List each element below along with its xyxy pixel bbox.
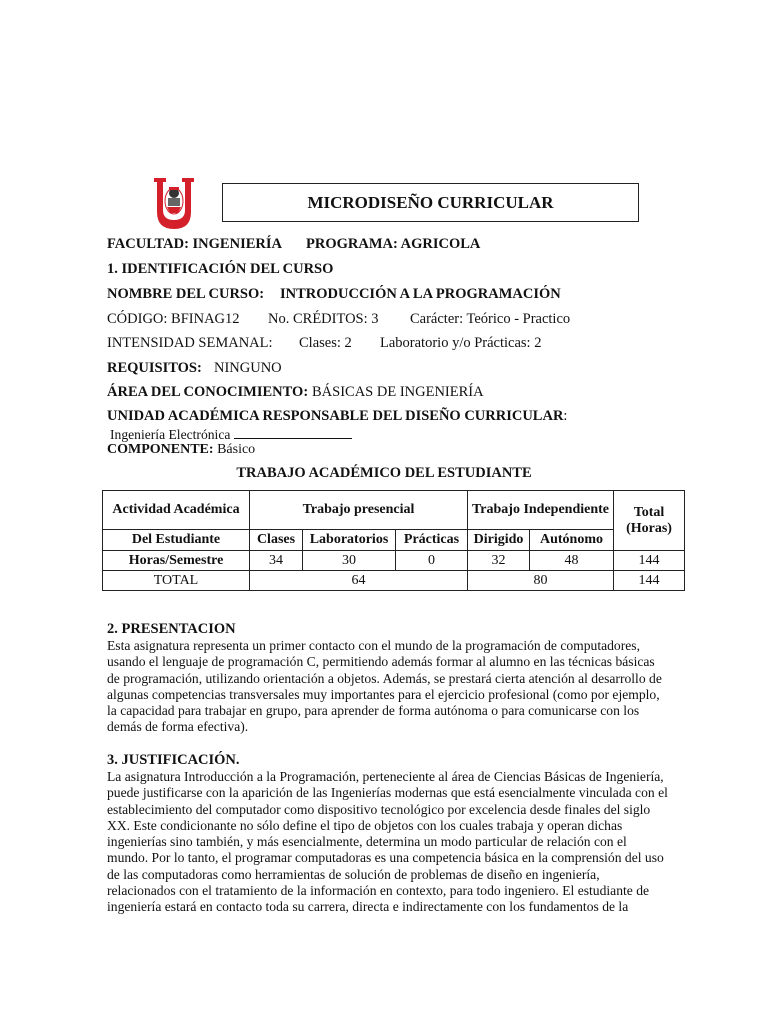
- paragraph-line: ingeniería estará en contacto toda su carrera, directa e indirectamente con los fundamentos de la: [107, 899, 629, 915]
- paragraph-line: establecimiento del computador como dispositivo tecnológico por excelencia desde finales del siglo: [107, 801, 651, 817]
- paragraph-line: Esta asignatura representa un primer contacto con el mundo de la programación de computadores,: [107, 638, 640, 653]
- header-clases: Clases: [250, 530, 303, 551]
- paragraph-line: relacionados con el tratamiento de la información en contexto, para todo ingeniero. El estudiante de: [107, 883, 650, 899]
- header-total: Total (Horas): [614, 491, 685, 551]
- curso-value: INTRODUCCIÓN A LA PROGRAMACIÓN: [280, 286, 561, 302]
- cell-clases: 34: [250, 551, 303, 571]
- paragraph-line: mundo. Por lo tanto, el programar computadoras es una competencia básica en la comprensión del uso: [107, 850, 664, 866]
- componente-line: [107, 442, 255, 458]
- area-label: ÁREA DEL CONOCIMIENTO:: [107, 384, 309, 400]
- unidad-line: [107, 408, 567, 425]
- table-row: [103, 551, 685, 571]
- paragraph-line: de programación, utilizando orientación a objetos. Además, se prestará cierta atención al desarrollo de: [107, 670, 662, 686]
- unidad-value: Ingeniería Electrónica: [110, 427, 231, 442]
- cell-practicas: 0: [396, 551, 468, 571]
- paragraph-line: usando el lenguaje de programación C, permitiendo además formar al alumno en las técnicas básicas: [107, 654, 655, 670]
- curso-label: NOMBRE DEL CURSO:: [107, 286, 265, 302]
- unidad-colon: :: [563, 408, 568, 424]
- table-row: [103, 571, 685, 591]
- intensidad-lab: Laboratorio y/o Prácticas: 2: [380, 335, 542, 351]
- university-logo: [150, 176, 198, 232]
- presentacion-paragraph: [107, 638, 679, 736]
- intensidad-label: INTENSIDAD SEMANAL:: [107, 335, 273, 351]
- total-label: TOTAL: [103, 571, 250, 591]
- paragraph-line: ingenierías sino también, y más esencialmente, determina un modo particular de relación con el: [107, 834, 627, 850]
- paragraph-line: demás de forma efectiva).: [107, 719, 249, 735]
- componente-label: COMPONENTE:: [107, 442, 214, 457]
- cell-autonomo: 48: [530, 551, 614, 571]
- header-actividad: Actividad Académica: [103, 491, 250, 530]
- paragraph-line: La asignatura Introducción a la Programación, perteneciente al área de Ciencias Básicas de Ingeniería,: [107, 769, 664, 784]
- paragraph-line: algunas competencias transversales muy importantes para el ejercicio profesional (como por ejemplo,: [107, 686, 660, 702]
- creditos-text: No. CRÉDITOS: 3: [268, 311, 379, 327]
- paragraph-line: de las computadoras como herramientas de solución de problemas de diseño en ingeniería,: [107, 866, 600, 882]
- requisitos-value: NINGUNO: [214, 360, 282, 376]
- cell-laboratorios: 30: [303, 551, 396, 571]
- requisitos-label: REQUISITOS:: [107, 360, 202, 376]
- caracter-text: Carácter: Teórico - Practico: [410, 311, 571, 327]
- header-presencial: Trabajo presencial: [250, 491, 468, 530]
- header-estudiante: Del Estudiante: [103, 530, 250, 551]
- document-title: MICRODISEÑO CURRICULAR: [222, 183, 639, 222]
- blank-underline: [234, 426, 352, 439]
- total-independiente: 80: [468, 571, 614, 591]
- justificacion-heading: 3. JUSTIFICACIÓN.: [107, 752, 240, 768]
- unidad-value-line: [110, 426, 352, 443]
- cell-dirigido: 32: [468, 551, 530, 571]
- area-value: BÁSICAS DE INGENIERÍA: [312, 384, 484, 400]
- cell-total: 144: [614, 551, 685, 571]
- intensidad-clases: Clases: 2: [299, 335, 352, 351]
- header-independiente: Trabajo Independiente: [468, 491, 614, 530]
- facultad-line: [107, 236, 282, 253]
- header-dirigido: Dirigido: [468, 530, 530, 551]
- presentacion-heading: 2. PRESENTACION: [107, 621, 236, 637]
- section-identificacion: 1. IDENTIFICACIÓN DEL CURSO: [107, 261, 334, 277]
- componente-value: Básico: [217, 442, 256, 457]
- total-presencial: 64: [250, 571, 468, 591]
- paragraph-line: XX. Este condicionante no sólo define el tipo de objetos con los cuales trabaja y operan dichas: [107, 817, 623, 833]
- paragraph-line: puede justificarse con la aparición de las Ingenierías modernas que está esencialmente vinculada con el: [107, 785, 668, 801]
- table-title: TRABAJO ACADÉMICO DEL ESTUDIANTE: [236, 465, 532, 481]
- paragraph-line: la capacidad para trabajar en grupo, para aprender de forma autónoma o para comunicarse con los: [107, 703, 640, 719]
- academic-work-table: [102, 490, 685, 591]
- header-autonomo: Autónomo: [530, 530, 614, 551]
- codigo-text: CÓDIGO: BFINAG12: [107, 311, 240, 327]
- facultad-label: FACULTAD: INGENIERÍA: [107, 236, 282, 252]
- total-horas: 144: [614, 571, 685, 591]
- row-label: Horas/Semestre: [103, 551, 250, 571]
- header-practicas: Prácticas: [396, 530, 468, 551]
- justificacion-paragraph: [107, 769, 679, 916]
- programa-label: PROGRAMA: AGRICOLA: [306, 236, 481, 252]
- unidad-label: UNIDAD ACADÉMICA RESPONSABLE DEL DISEÑO CURRICULAR: [107, 408, 564, 424]
- header-laboratorios: Laboratorios: [303, 530, 396, 551]
